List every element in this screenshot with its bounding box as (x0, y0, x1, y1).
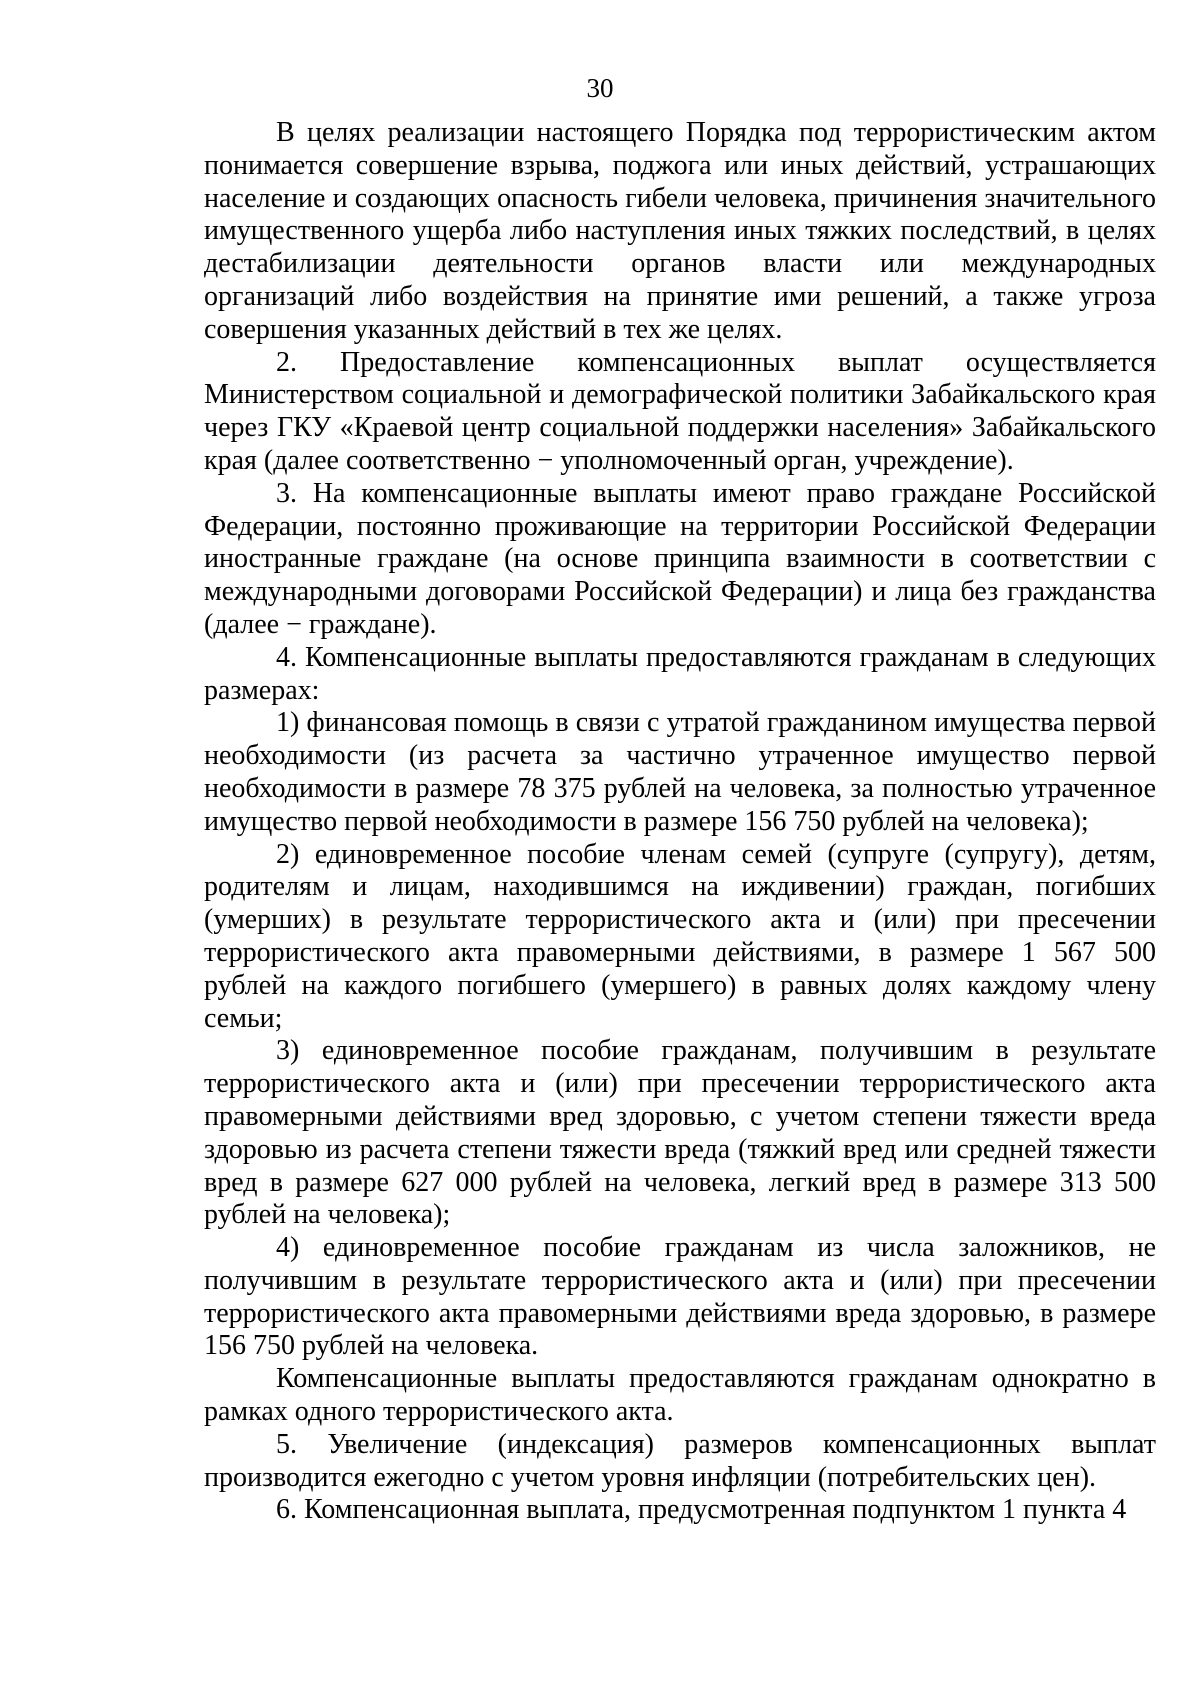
paragraph-item-6: 6. Компенсационная выплата, предусмотренная подпунктом 1 пункта 4 (276, 1494, 1127, 1526)
page-number: 30 (586, 73, 614, 103)
paragraph-item-4: 4. Компенсационные выплаты предоставляются гражданам в следующих размерах: (204, 641, 1156, 706)
paragraph-subitem-4: 4) единовременное пособие гражданам из числа заложников, не получившим в результате террористического акта и (или) при пресечении террористического акта правомерными действиями вреда здоровью, в размере 156 750 рублей на человека. (204, 1232, 1156, 1362)
document-body (204, 117, 1156, 1527)
paragraph-terrorist-act-definition: В целях реализации настоящего Порядка под террористическим актом понимается совершение взрыва, поджога или иных действий, устрашающих население и создающих опасность гибели человека, причинения значительного имущественного ущерба либо наступления иных тяжких последствий, в целях дестабилизации деятельности органов власти или международных организаций либо воздействия на принятие ими решений, а также угроза совершения указанных действий в тех же целях. (204, 117, 1156, 345)
paragraph-subitem-3: 3) единовременное пособие гражданам, получившим в результате террористического акта и (или) при пресечении террористического акта правомерными действиями вред здоровью, с учетом степени тяжести вреда здоровью из расчета степени тяжести вреда (тяжкий вред или средней тяжести вред в размере 627 000 рублей на человека, легкий вред в размере 313 500 рублей на человека); (204, 1035, 1156, 1231)
paragraph-subitem-1: 1) финансовая помощь в связи с утратой гражданином имущества первой необходимости (из расчета за частично утраченное имущество первой необходимости в размере 78 375 рублей на человека, за полностью утраченное имущество первой необходимости в размере 156 750 рублей на человека); (204, 707, 1156, 837)
paragraph-item-3: 3. На компенсационные выплаты имеют право граждане Российской Федерации, постоянно проживающие на территории Российской Федерации иностранные граждане (на основе принципа взаимности в соответствии с международными договорами Российской Федерации) и лица без гражданства (далее − граждане). (204, 477, 1156, 640)
paragraph-item-5: 5. Увеличение (индексация) размеров компенсационных выплат производится ежегодно с учетом уровня инфляции (потребительских цен). (204, 1428, 1156, 1493)
paragraph-subitem-2: 2) единовременное пособие членам семей (супруге (супругу), детям, родителям и лицам, находившимся на иждивении) граждан, погибших (умерших) в результате террористического акта и (или) при пресечении террористического акта правомерными действиями, в размере 1 567 500 рублей на каждого погибшего (умершего) в равных долях каждому члену семьи; (204, 838, 1156, 1034)
paragraph-one-time-payment: Компенсационные выплаты предоставляются гражданам однократно в рамках одного террористического акта. (204, 1363, 1156, 1428)
paragraph-item-2: 2. Предоставление компенсационных выплат осуществляется Министерством социальной и демографической политики Забайкальского края через ГКУ «Краевой центр социальной поддержки населения» Забайкальского края (далее соответственно − уполномоченный орган, учреждение). (204, 346, 1156, 476)
